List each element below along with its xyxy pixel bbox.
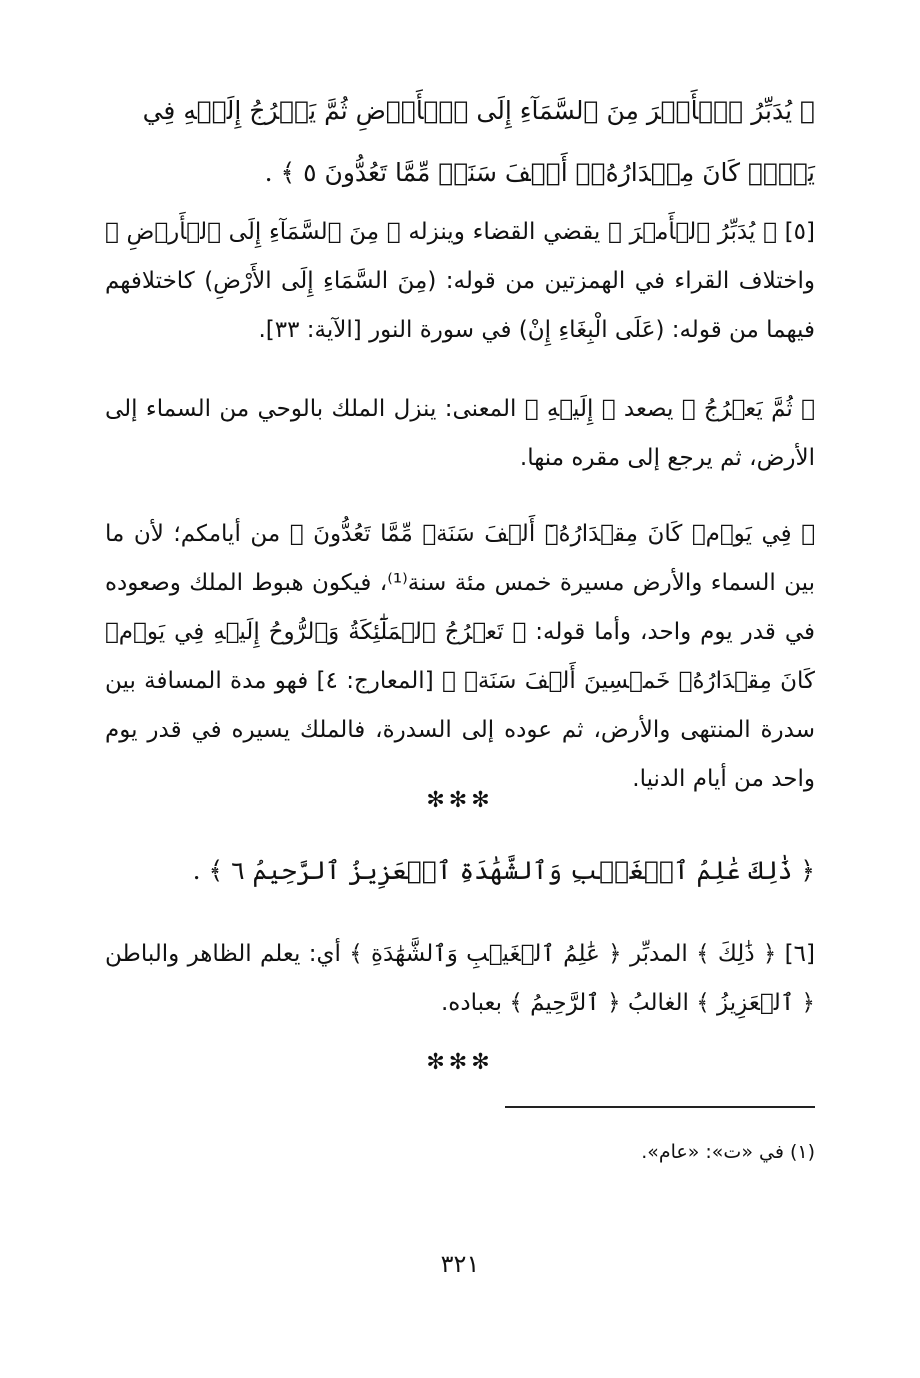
- page-number: ٣٢١: [440, 1250, 480, 1278]
- commentary-day-measure: ﴿ فِي يَوۡمٖ كَانَ مِقۡدَارُهُۥٓ أَلۡفَ سَنَةٖ مِّمَّا تَعُدُّونَ ﴾ من أيامكم؛ لأن ما بين السماء والأرض مسيرة خمس مئة سنة⁽¹⁾، فيكون هبوط الملك وصعوده في قدر يوم واحد، وأما قوله: ﴿ تَعۡرُجُ ٱلۡمَلَٰٓئِكَةُ وَٱلرُّوحُ إِلَيۡهِ فِي يَوۡمٖ كَانَ مِقۡدَارُهُۥ خَمۡسِينَ أَلۡفَ سَنَةٖ ﴾ [المعارج: ٤] فهو مدة المسافة بين سدرة المنتهى والأرض، ثم عوده إلى السدرة، فالملك يسيره في قدر يوم واحد من أيام الدنيا.: [105, 521, 816, 792]
- footnote: (١) في «ت»: «عام».: [641, 1141, 815, 1163]
- commentary-verse-6: [٦] ﴿ ذَٰلِكَ ﴾ المدبِّر ﴿ عَٰلِمُ ٱلۡغَيۡبِ وَٱلشَّهَٰدَةِ ﴾ أي: يعلم الظاهر والباطن ﴿ ٱلۡعَزِيزُ ﴾ الغالبُ ﴿ ٱلرَّحِيمُ ﴾ بعباده.: [105, 941, 815, 1016]
- footnote-divider: [505, 1106, 815, 1108]
- section-separator: ✻✻✻: [426, 1050, 494, 1075]
- quran-verse-5: ﴿ يُدَبِّرُ ٱلۡأَمۡرَ مِنَ ٱلسَّمَآءِ إِلَى ٱلۡأَرۡضِ ثُمَّ يَعۡرُجُ إِلَيۡهِ فِي يَوۡمٖ كَانَ مِقۡدَارُهُۥٓ أَلۡفَ سَنَةٖ مِّمَّا تَعُدُّونَ ٥ ﴾ .: [142, 96, 815, 187]
- commentary-verse-5: [٥] ﴿ يُدَبِّرُ ٱلۡأَمۡرَ ﴾ يقضي القضاء وينزله ﴿ مِنَ ٱلسَّمَآءِ إِلَى ٱلۡأَرۡضِ ﴾ واختلاف القراء في الهمزتين من قوله: (مِنَ السَّمَاءِ إِلَى الأَرْضِ) كاختلافهم فيهما من قوله: (عَلَى الْبِغَاءِ إِنْ) في سورة النور [الآية: ٣٣].: [105, 219, 815, 343]
- quran-verse-6: ﴿ ذَٰلِكَ عَٰلِمُ ٱلۡغَيۡبِ وَٱلشَّهَٰدَةِ ٱلۡعَزِيزُ ٱلرَّحِيمُ ٦ ﴾ .: [192, 856, 815, 885]
- commentary-ascend: ﴿ ثُمَّ يَعۡرُجُ ﴾ يصعد ﴿ إِلَيۡهِ ﴾ المعنى: ينزل الملك بالوحي من السماء إلى الأرض، ثم يرجع إلى مقره منها.: [105, 396, 815, 471]
- section-separator: ✻✻✻: [426, 788, 494, 813]
